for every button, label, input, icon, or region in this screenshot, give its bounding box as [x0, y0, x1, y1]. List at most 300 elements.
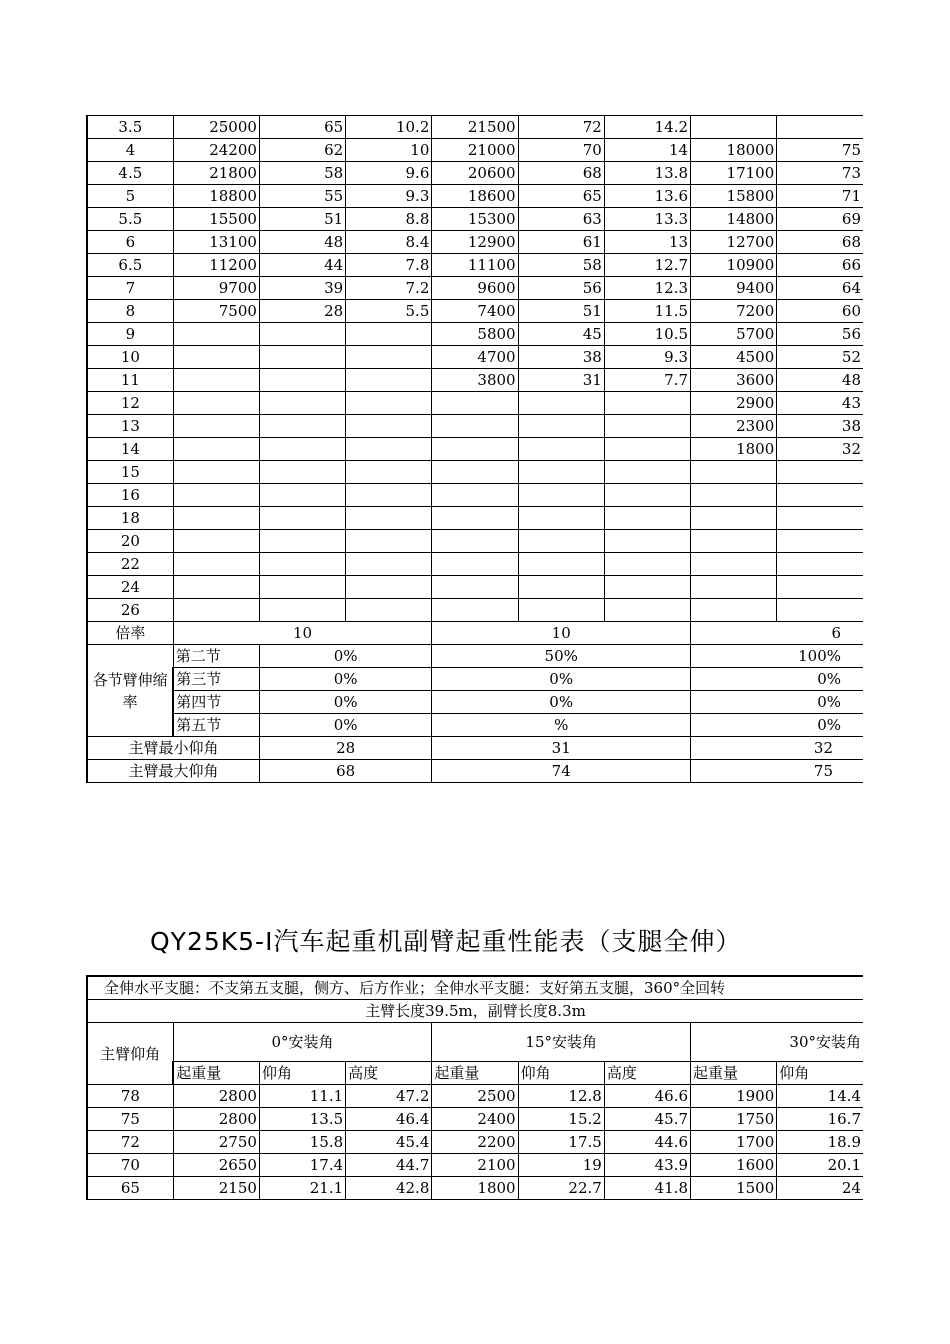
value-cell: 46.4: [346, 1108, 432, 1131]
value-cell: [432, 553, 518, 576]
load-chart-table-lower: [86, 975, 863, 1200]
group-0deg: 0°安装角: [173, 1023, 432, 1062]
value-cell: [259, 346, 345, 369]
value-cell: 55: [259, 185, 345, 208]
value-cell: [259, 553, 345, 576]
table-row: [87, 185, 863, 208]
value-cell: 12.8: [518, 1085, 604, 1108]
table-row: [87, 507, 863, 530]
radius-cell: 11: [87, 369, 173, 392]
value-cell: [777, 461, 863, 484]
subheader-cell: 仰角: [777, 1062, 863, 1085]
value-cell: 18800: [173, 185, 259, 208]
value-cell: 4700: [432, 346, 518, 369]
extension-value: 0%: [259, 668, 431, 691]
value-cell: 12900: [432, 231, 518, 254]
value-cell: [346, 415, 432, 438]
extension-value: 0%: [259, 645, 431, 668]
value-cell: 2800: [173, 1108, 259, 1131]
value-cell: [346, 484, 432, 507]
value-cell: 20600: [432, 162, 518, 185]
value-cell: [346, 323, 432, 346]
value-cell: 14.2: [604, 116, 690, 139]
value-cell: [777, 553, 863, 576]
value-cell: 24: [777, 1177, 863, 1200]
value-cell: 12.3: [604, 277, 690, 300]
value-cell: [518, 415, 604, 438]
jib-load-table: [86, 975, 863, 1200]
value-cell: 9.3: [604, 346, 690, 369]
value-cell: 2750: [173, 1131, 259, 1154]
value-cell: [259, 530, 345, 553]
value-cell: 8.8: [346, 208, 432, 231]
radius-cell: 10: [87, 346, 173, 369]
value-cell: [518, 599, 604, 622]
value-cell: [518, 461, 604, 484]
value-cell: 19: [518, 1154, 604, 1177]
value-cell: [346, 346, 432, 369]
value-cell: [518, 530, 604, 553]
subheader-cell: 仰角: [259, 1062, 345, 1085]
value-cell: 9400: [691, 277, 777, 300]
value-cell: 13100: [173, 231, 259, 254]
radius-cell: 24: [87, 576, 173, 599]
value-cell: 72: [518, 116, 604, 139]
value-cell: [604, 415, 690, 438]
value-cell: 21800: [173, 162, 259, 185]
table-row: [87, 369, 863, 392]
value-cell: [691, 507, 777, 530]
value-cell: [432, 530, 518, 553]
table-row: [87, 139, 863, 162]
value-cell: [173, 461, 259, 484]
value-cell: 52: [777, 346, 863, 369]
value-cell: 14.4: [777, 1085, 863, 1108]
table-row: [87, 323, 863, 346]
value-cell: [173, 369, 259, 392]
value-cell: [604, 461, 690, 484]
value-cell: 58: [518, 254, 604, 277]
radius-cell: 5.5: [87, 208, 173, 231]
value-cell: 13.3: [604, 208, 690, 231]
value-cell: [518, 484, 604, 507]
value-cell: 18600: [432, 185, 518, 208]
table-row: [87, 1085, 863, 1108]
value-cell: 46.6: [604, 1085, 690, 1108]
value-cell: [432, 415, 518, 438]
radius-cell: 22: [87, 553, 173, 576]
value-cell: 13.6: [604, 185, 690, 208]
value-cell: [173, 392, 259, 415]
group-15deg: 15°安装角: [432, 1023, 691, 1062]
value-cell: 14: [604, 139, 690, 162]
min-angle-value: 31: [432, 737, 691, 760]
value-cell: [691, 599, 777, 622]
radius-cell: 4.5: [87, 162, 173, 185]
value-cell: 7500: [173, 300, 259, 323]
value-cell: [518, 507, 604, 530]
value-cell: [346, 461, 432, 484]
extension-value: 0%: [691, 668, 863, 691]
table-row: [87, 231, 863, 254]
boom-angle-cell: 72: [87, 1131, 173, 1154]
value-cell: 31: [518, 369, 604, 392]
extension-row: [87, 714, 863, 737]
value-cell: 11200: [173, 254, 259, 277]
ratio-value: 10: [432, 622, 691, 645]
subheader-cell: 高度: [346, 1062, 432, 1085]
min-angle-value: 32: [691, 737, 863, 760]
value-cell: 8.4: [346, 231, 432, 254]
value-cell: 1800: [432, 1177, 518, 1200]
value-cell: 24200: [173, 139, 259, 162]
value-cell: 58: [259, 162, 345, 185]
value-cell: 48: [259, 231, 345, 254]
table-row: [87, 415, 863, 438]
value-cell: 51: [259, 208, 345, 231]
value-cell: [432, 576, 518, 599]
subheader-cell: 仰角: [518, 1062, 604, 1085]
value-cell: 14800: [691, 208, 777, 231]
boom-angle-cell: 78: [87, 1085, 173, 1108]
value-cell: [604, 484, 690, 507]
section-name: 第四节: [173, 691, 259, 714]
value-cell: 1600: [691, 1154, 777, 1177]
subheader-cell: 起重量: [432, 1062, 518, 1085]
extension-row: [87, 668, 863, 691]
value-cell: 15300: [432, 208, 518, 231]
max-angle-value: 74: [432, 760, 691, 783]
group-30deg: 30°安装角: [691, 1023, 863, 1062]
value-cell: 2500: [432, 1085, 518, 1108]
value-cell: 15800: [691, 185, 777, 208]
section-name: 第三节: [173, 668, 259, 691]
value-cell: 7.8: [346, 254, 432, 277]
value-cell: [604, 507, 690, 530]
table-row: [87, 208, 863, 231]
value-cell: 63: [518, 208, 604, 231]
value-cell: [518, 392, 604, 415]
value-cell: 9.3: [346, 185, 432, 208]
table-row: [87, 254, 863, 277]
value-cell: 16.7: [777, 1108, 863, 1131]
value-cell: [777, 116, 863, 139]
radius-cell: 9: [87, 323, 173, 346]
value-cell: 45.7: [604, 1108, 690, 1131]
main-boom-load-table: [86, 115, 863, 783]
value-cell: 75: [777, 139, 863, 162]
value-cell: 7.7: [604, 369, 690, 392]
radius-cell: 14: [87, 438, 173, 461]
value-cell: 61: [518, 231, 604, 254]
value-cell: [691, 530, 777, 553]
value-cell: 2650: [173, 1154, 259, 1177]
max-angle-value: 75: [691, 760, 863, 783]
value-cell: 7.2: [346, 277, 432, 300]
value-cell: [173, 415, 259, 438]
table-row: [87, 277, 863, 300]
value-cell: [346, 507, 432, 530]
table-row: [87, 116, 863, 139]
value-cell: [346, 392, 432, 415]
max-angle-row: [87, 760, 863, 783]
value-cell: 1750: [691, 1108, 777, 1131]
value-cell: 17.4: [259, 1154, 345, 1177]
radius-cell: 7: [87, 277, 173, 300]
value-cell: 1800: [691, 438, 777, 461]
value-cell: 13.8: [604, 162, 690, 185]
table-row: [87, 346, 863, 369]
value-cell: [259, 507, 345, 530]
value-cell: [691, 116, 777, 139]
radius-cell: 26: [87, 599, 173, 622]
extension-value: 0%: [432, 691, 691, 714]
radius-cell: 16: [87, 484, 173, 507]
radius-cell: 13: [87, 415, 173, 438]
table-row: [87, 392, 863, 415]
value-cell: [173, 576, 259, 599]
value-cell: 21000: [432, 139, 518, 162]
boom-angle-cell: 70: [87, 1154, 173, 1177]
table-row: [87, 599, 863, 622]
value-cell: [432, 507, 518, 530]
table-row: [87, 1108, 863, 1131]
value-cell: 10: [346, 139, 432, 162]
value-cell: 28: [259, 300, 345, 323]
value-cell: 9700: [173, 277, 259, 300]
value-cell: 17100: [691, 162, 777, 185]
extension-value: 50%: [432, 645, 691, 668]
extension-row: [87, 691, 863, 714]
extension-value: %: [432, 714, 691, 737]
value-cell: [777, 484, 863, 507]
min-angle-value: 28: [259, 737, 431, 760]
value-cell: [173, 530, 259, 553]
value-cell: 20.1: [777, 1154, 863, 1177]
value-cell: 2300: [691, 415, 777, 438]
boom-angle-cell: 65: [87, 1177, 173, 1200]
value-cell: 43: [777, 392, 863, 415]
extension-value: 0%: [691, 714, 863, 737]
row-header-boom-angle: 主臂仰角: [87, 1023, 173, 1085]
value-cell: 13.5: [259, 1108, 345, 1131]
value-cell: 7400: [432, 300, 518, 323]
value-cell: 62: [259, 139, 345, 162]
extension-value: 0%: [259, 691, 431, 714]
work-condition-note: 全伸水平支腿：不支第五支腿，侧方、后方作业；全伸水平支腿：支好第五支腿，360°全回转: [87, 976, 863, 1000]
value-cell: 13: [604, 231, 690, 254]
value-cell: [173, 553, 259, 576]
value-cell: 2400: [432, 1108, 518, 1131]
max-angle-label: 主臂最大仰角: [87, 760, 259, 783]
extension-value: 0%: [432, 668, 691, 691]
value-cell: [432, 438, 518, 461]
value-cell: 15500: [173, 208, 259, 231]
value-cell: [173, 484, 259, 507]
section-name: 第五节: [173, 714, 259, 737]
value-cell: 47.2: [346, 1085, 432, 1108]
radius-cell: 20: [87, 530, 173, 553]
value-cell: 3600: [691, 369, 777, 392]
table-row: [87, 576, 863, 599]
value-cell: [604, 438, 690, 461]
value-cell: 17.5: [518, 1131, 604, 1154]
value-cell: [518, 438, 604, 461]
table-row: [87, 530, 863, 553]
value-cell: 1900: [691, 1085, 777, 1108]
radius-cell: 12: [87, 392, 173, 415]
value-cell: 60: [777, 300, 863, 323]
value-cell: 10900: [691, 254, 777, 277]
value-cell: [173, 438, 259, 461]
boom-angle-cell: 75: [87, 1108, 173, 1131]
value-cell: [604, 553, 690, 576]
value-cell: [432, 392, 518, 415]
load-chart-table-upper: [86, 115, 863, 783]
value-cell: [259, 392, 345, 415]
value-cell: 38: [518, 346, 604, 369]
value-cell: 21.1: [259, 1177, 345, 1200]
value-cell: [346, 576, 432, 599]
table-row: [87, 461, 863, 484]
radius-cell: 3.5: [87, 116, 173, 139]
value-cell: 2800: [173, 1085, 259, 1108]
value-cell: 9600: [432, 277, 518, 300]
value-cell: [604, 576, 690, 599]
value-cell: 65: [259, 116, 345, 139]
value-cell: [173, 323, 259, 346]
value-cell: 5800: [432, 323, 518, 346]
table-row: [87, 1131, 863, 1154]
value-cell: 64: [777, 277, 863, 300]
value-cell: [259, 599, 345, 622]
value-cell: [518, 576, 604, 599]
value-cell: 5700: [691, 323, 777, 346]
ratio-row: [87, 622, 863, 645]
radius-cell: 6.5: [87, 254, 173, 277]
value-cell: [777, 507, 863, 530]
value-cell: 18.9: [777, 1131, 863, 1154]
value-cell: [346, 530, 432, 553]
min-angle-row: [87, 737, 863, 760]
value-cell: 7200: [691, 300, 777, 323]
value-cell: 2900: [691, 392, 777, 415]
value-cell: [777, 576, 863, 599]
value-cell: 15.8: [259, 1131, 345, 1154]
subheader-cell: 起重量: [691, 1062, 777, 1085]
value-cell: [604, 530, 690, 553]
value-cell: [259, 415, 345, 438]
value-cell: [691, 461, 777, 484]
value-cell: 1700: [691, 1131, 777, 1154]
extension-value: 0%: [259, 714, 431, 737]
value-cell: 45: [518, 323, 604, 346]
value-cell: 44.7: [346, 1154, 432, 1177]
value-cell: [691, 576, 777, 599]
value-cell: [173, 599, 259, 622]
value-cell: 43.9: [604, 1154, 690, 1177]
extension-value: 100%: [691, 645, 863, 668]
value-cell: 9.6: [346, 162, 432, 185]
min-angle-label: 主臂最小仰角: [87, 737, 259, 760]
value-cell: 70: [518, 139, 604, 162]
value-cell: [173, 346, 259, 369]
value-cell: 2100: [432, 1154, 518, 1177]
value-cell: 10.5: [604, 323, 690, 346]
value-cell: 5.5: [346, 300, 432, 323]
value-cell: 12.7: [604, 254, 690, 277]
page-title: QY25K5-Ⅰ汽车起重机副臂起重性能表（支腿全伸）: [150, 927, 742, 956]
extension-label: 各节臂伸缩率: [87, 645, 173, 737]
value-cell: 65: [518, 185, 604, 208]
value-cell: [259, 438, 345, 461]
value-cell: [346, 438, 432, 461]
value-cell: 68: [518, 162, 604, 185]
radius-cell: 4: [87, 139, 173, 162]
value-cell: [346, 599, 432, 622]
value-cell: 56: [777, 323, 863, 346]
value-cell: [432, 484, 518, 507]
value-cell: 10.2: [346, 116, 432, 139]
value-cell: 39: [259, 277, 345, 300]
value-cell: [173, 507, 259, 530]
subheader-cell: 高度: [604, 1062, 690, 1085]
value-cell: [346, 369, 432, 392]
value-cell: [777, 599, 863, 622]
value-cell: 66: [777, 254, 863, 277]
value-cell: 15.2: [518, 1108, 604, 1131]
radius-cell: 8: [87, 300, 173, 323]
value-cell: 1500: [691, 1177, 777, 1200]
value-cell: 56: [518, 277, 604, 300]
value-cell: 71: [777, 185, 863, 208]
value-cell: 3800: [432, 369, 518, 392]
value-cell: [691, 484, 777, 507]
value-cell: 2200: [432, 1131, 518, 1154]
table-row: [87, 553, 863, 576]
value-cell: 48: [777, 369, 863, 392]
value-cell: [259, 369, 345, 392]
radius-cell: 5: [87, 185, 173, 208]
value-cell: [777, 530, 863, 553]
table-row: [87, 438, 863, 461]
value-cell: 42.8: [346, 1177, 432, 1200]
max-angle-value: 68: [259, 760, 431, 783]
value-cell: 22.7: [518, 1177, 604, 1200]
value-cell: [432, 599, 518, 622]
value-cell: [432, 461, 518, 484]
subheader-cell: 起重量: [173, 1062, 259, 1085]
value-cell: 44.6: [604, 1131, 690, 1154]
table-row: [87, 162, 863, 185]
value-cell: 45.4: [346, 1131, 432, 1154]
ratio-label: 倍率: [87, 622, 173, 645]
value-cell: [259, 323, 345, 346]
value-cell: [604, 599, 690, 622]
value-cell: 32: [777, 438, 863, 461]
table-row: [87, 1177, 863, 1200]
value-cell: 11.1: [259, 1085, 345, 1108]
value-cell: 4500: [691, 346, 777, 369]
value-cell: 38: [777, 415, 863, 438]
ratio-value: 10: [173, 622, 432, 645]
value-cell: 68: [777, 231, 863, 254]
boom-length-note: 主臂长度39.5m，副臂长度8.3m: [87, 1000, 863, 1023]
value-cell: 25000: [173, 116, 259, 139]
value-cell: 21500: [432, 116, 518, 139]
extension-row: [87, 645, 863, 668]
value-cell: 11100: [432, 254, 518, 277]
